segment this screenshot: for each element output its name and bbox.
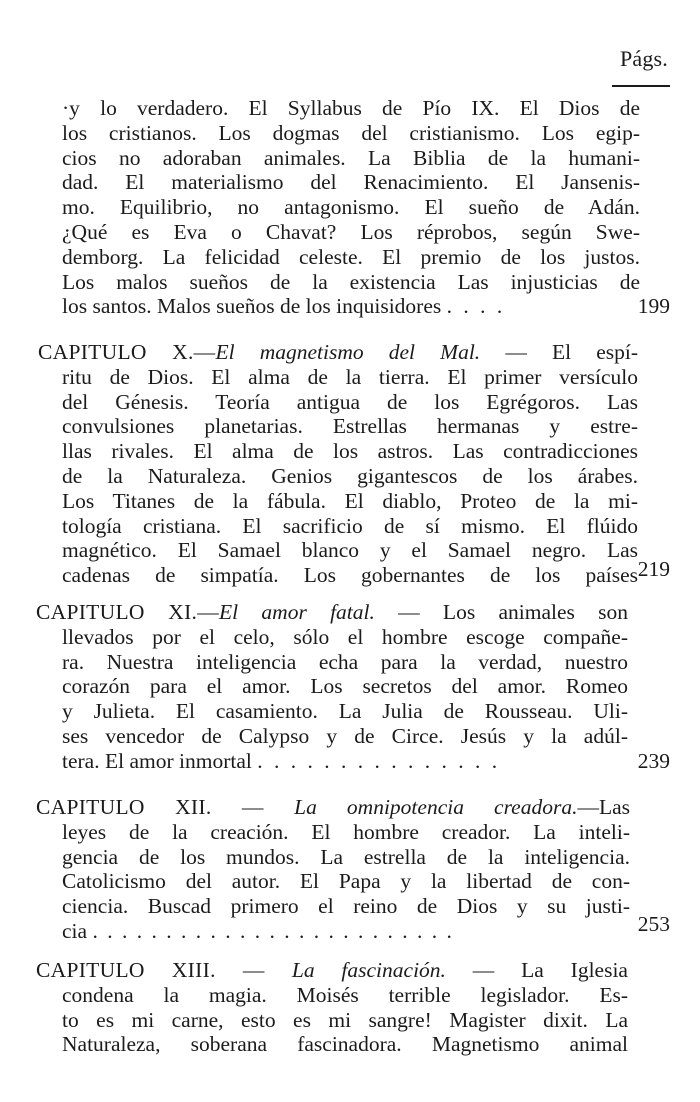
- entry-text-line: ra. Nuestra inteligencia echa para la verdad, nuestro: [62, 649, 628, 674]
- chapter-title: La fascinación.: [291, 958, 446, 982]
- chapter-summary-start: — La Iglesia: [445, 958, 628, 982]
- entry-text-line: y Julieta. El casamiento. La Julia de Rousseau. Uli-: [62, 699, 628, 724]
- toc-entry-chapter-xi: [0, 600, 628, 774]
- entry-text-line: tología cristiana. El sacrificio de sí mismo. El flúido: [62, 513, 638, 538]
- chapter-summary: [36, 625, 628, 774]
- chapter-title: El amor fatal.: [219, 600, 375, 624]
- toc-entry-chapter-xiii: [0, 958, 628, 1057]
- entry-text-last: tera. El amor inmortal: [62, 748, 252, 773]
- page-number: 219: [637, 557, 670, 581]
- chapter-number: CAPITULO X.—: [38, 340, 216, 364]
- entry-text-line: mo. Equilibrio, no antagonismo. El sueño de Adán.: [62, 195, 640, 220]
- chapter-heading-line: [36, 958, 628, 983]
- chapter-title: La omnipotencia creadora.: [294, 795, 578, 819]
- entry-text-line: ¿Qué es Eva o Chavat? Los réprobos, según Swe-: [62, 219, 640, 244]
- toc-entry-chapter-xii: [0, 795, 630, 944]
- leader-dots: . . . . . . . . . . . . . . .: [257, 748, 501, 773]
- entry-text-line: de la Naturaleza. Genios gigantescos de los árabes.: [62, 463, 638, 488]
- entry-text-line: cios no adoraban animales. La Biblia de la humani-: [62, 145, 640, 170]
- entry-text-line: Los malos sueños de la existencia Las injusticias de: [62, 269, 640, 294]
- chapter-title: El magnetismo del Mal.: [215, 340, 481, 364]
- entry-text-line: llevados por el celo, sólo el hombre escoge compañe-: [62, 624, 628, 649]
- entry-text-line: llas rivales. El alma de los astros. Las contradicciones: [62, 439, 638, 464]
- chapter-heading-line: [36, 795, 630, 820]
- entry-text-line: los cristianos. Los dogmas del cristianismo. Los egip-: [62, 120, 640, 145]
- header-rule: [612, 85, 670, 87]
- page-number: 199: [637, 294, 670, 318]
- entry-text-line: [62, 294, 587, 319]
- chapter-summary: [36, 820, 630, 944]
- entry-text-last: los santos. Malos sueños de los inquisidores: [62, 294, 442, 319]
- entry-text-line: gencia de los mundos. La estrella de la inteligencia.: [62, 844, 630, 869]
- chapter-summary-start: —Las: [577, 795, 630, 819]
- entry-text-line: ses vencedor de Calypso y de Circe. Jesús y la adúl-: [62, 723, 628, 748]
- entry-text-line: ritu de Dios. El alma de la tierra. El primer versículo: [62, 364, 638, 389]
- page-number: 253: [637, 912, 670, 936]
- entry-text-line: Catolicismo del autor. El Papa y la libertad de con-: [62, 869, 630, 894]
- entry-text-line: corazón para el amor. Los secretos del amor. Romeo: [62, 674, 628, 699]
- entry-text-line: del Génesis. Teoría antigua de los Egrégoros. Las: [62, 389, 638, 414]
- toc-entry-chapter-x: [0, 340, 638, 588]
- entry-text-line: Los Titanes de la fábula. El diablo, Proteo de la mi-: [62, 488, 638, 513]
- page-number: 239: [637, 749, 670, 773]
- chapter-heading-line: [36, 600, 628, 625]
- entry-text-line: magnético. El Samael blanco y el Samael negro. Las: [62, 538, 638, 563]
- chapter-summary-start: — El espí-: [480, 340, 638, 364]
- chapter-number: CAPITULO XII. —: [36, 795, 295, 819]
- chapter-summary: [36, 983, 628, 1057]
- toc-entry-continuation: [0, 96, 640, 319]
- entry-text-last: cia: [62, 918, 88, 943]
- entry-text-line: cadenas de simpatía. Los gobernantes de los países: [62, 563, 638, 588]
- entry-text-line: ·y lo verdadero. El Syllabus de Pío IX. El Dios de: [62, 96, 640, 120]
- chapter-summary-start: — Los animales son: [374, 600, 628, 624]
- leader-dots: . . . .: [446, 294, 506, 319]
- entry-text-line: [62, 919, 630, 944]
- chapter-number: CAPITULO XIII. —: [36, 958, 292, 982]
- entry-text-line: condena la magia. Moisés terrible legislador. Es-: [62, 982, 628, 1007]
- entry-text-line: [62, 749, 628, 774]
- entry-text-line: Naturaleza, soberana fascinadora. Magnetismo animal: [62, 1032, 628, 1057]
- entry-text-line: demborg. La felicidad celeste. El premio de los justos.: [62, 244, 640, 269]
- chapter-number: CAPITULO XI.—: [36, 600, 220, 624]
- entry-text-line: convulsiones planetarias. Estrellas hermanas y estre-: [62, 414, 638, 439]
- entry-text-line: ciencia. Buscad primero el reino de Dios y su justi-: [62, 894, 630, 919]
- leader-dots: . . . . . . . . . . . . . . . . . . . . . . . . .: [92, 918, 454, 943]
- chapter-heading-line: [38, 340, 638, 365]
- pages-column-header: Págs.: [619, 46, 668, 71]
- entry-text-line: dad. El materialismo del Renacimiento. El Jansenis-: [62, 170, 640, 195]
- chapter-summary: [38, 365, 638, 588]
- entry-text-line: to es mi carne, esto es mi sangre! Magister dixit. La: [62, 1007, 628, 1032]
- entry-text-line: leyes de la creación. El hombre creador. La inteli-: [62, 819, 630, 844]
